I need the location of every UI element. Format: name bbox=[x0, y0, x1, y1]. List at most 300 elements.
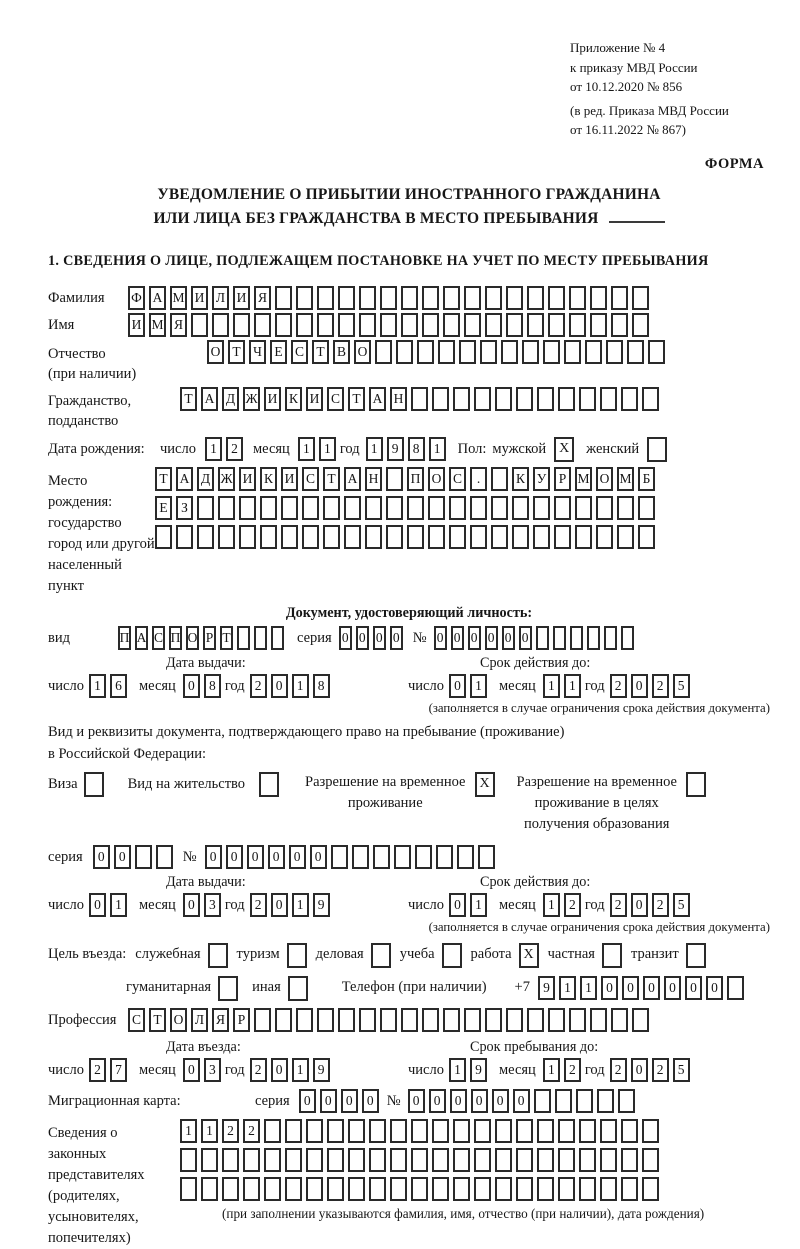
form-cell[interactable]: 0 bbox=[664, 976, 681, 1000]
form-cell[interactable]: 1 bbox=[89, 674, 106, 698]
form-cell[interactable]: Н bbox=[390, 387, 407, 411]
form-cell[interactable]: 0 bbox=[310, 845, 327, 869]
form-cell[interactable]: Е bbox=[270, 340, 287, 364]
form-cell[interactable]: 1 bbox=[298, 437, 315, 461]
form-cell[interactable]: 1 bbox=[205, 437, 222, 461]
form-cell[interactable]: Р bbox=[554, 467, 571, 491]
form-cell[interactable] bbox=[597, 1089, 614, 1113]
form-cell[interactable] bbox=[470, 525, 487, 549]
form-cell[interactable] bbox=[317, 286, 334, 310]
purpose-private-checkbox[interactable] bbox=[602, 943, 622, 968]
form-cell[interactable] bbox=[331, 845, 348, 869]
form-cell[interactable]: 0 bbox=[601, 976, 618, 1000]
form-cell[interactable]: 1 bbox=[429, 437, 446, 461]
form-cell[interactable] bbox=[558, 1177, 575, 1201]
form-cell[interactable] bbox=[243, 1148, 260, 1172]
form-cell[interactable]: В bbox=[333, 340, 350, 364]
form-cell[interactable] bbox=[386, 525, 403, 549]
form-cell[interactable]: Р bbox=[233, 1008, 250, 1032]
form-cell[interactable] bbox=[642, 1119, 659, 1143]
form-cell[interactable]: 0 bbox=[513, 1089, 530, 1113]
form-cell[interactable]: 9 bbox=[387, 437, 404, 461]
form-cell[interactable] bbox=[642, 1148, 659, 1172]
form-cell[interactable] bbox=[306, 1177, 323, 1201]
form-cell[interactable] bbox=[296, 313, 313, 337]
form-cell[interactable]: И bbox=[264, 387, 281, 411]
form-cell[interactable] bbox=[457, 845, 474, 869]
form-cell[interactable] bbox=[285, 1148, 302, 1172]
form-cell[interactable]: 0 bbox=[373, 626, 386, 650]
form-cell[interactable]: 2 bbox=[250, 674, 267, 698]
form-cell[interactable] bbox=[548, 1008, 565, 1032]
form-cell[interactable]: 0 bbox=[468, 626, 481, 650]
form-cell[interactable] bbox=[275, 1008, 292, 1032]
form-cell[interactable] bbox=[317, 1008, 334, 1032]
form-cell[interactable]: 0 bbox=[271, 1058, 288, 1082]
form-cell[interactable]: 1 bbox=[180, 1119, 197, 1143]
form-cell[interactable] bbox=[480, 340, 497, 364]
form-cell[interactable] bbox=[281, 525, 298, 549]
form-cell[interactable]: М bbox=[575, 467, 592, 491]
form-cell[interactable] bbox=[432, 387, 449, 411]
form-cell[interactable] bbox=[438, 340, 455, 364]
form-cell[interactable] bbox=[306, 1148, 323, 1172]
form-cell[interactable]: 0 bbox=[631, 1058, 648, 1082]
form-cell[interactable] bbox=[642, 1177, 659, 1201]
form-cell[interactable]: 3 bbox=[204, 1058, 221, 1082]
form-cell[interactable] bbox=[596, 496, 613, 520]
form-cell[interactable] bbox=[373, 845, 390, 869]
form-cell[interactable]: 0 bbox=[502, 626, 515, 650]
form-cell[interactable] bbox=[558, 1148, 575, 1172]
form-cell[interactable] bbox=[474, 1119, 491, 1143]
male-checkbox[interactable]: X bbox=[554, 437, 574, 462]
form-cell[interactable]: 0 bbox=[706, 976, 723, 1000]
form-cell[interactable] bbox=[348, 1119, 365, 1143]
form-cell[interactable] bbox=[621, 1177, 638, 1201]
form-cell[interactable]: 0 bbox=[226, 845, 243, 869]
form-cell[interactable]: 5 bbox=[673, 674, 690, 698]
form-cell[interactable] bbox=[516, 387, 533, 411]
form-cell[interactable] bbox=[575, 496, 592, 520]
form-cell[interactable] bbox=[359, 286, 376, 310]
form-cell[interactable] bbox=[390, 1148, 407, 1172]
form-cell[interactable] bbox=[344, 525, 361, 549]
form-cell[interactable]: Т bbox=[323, 467, 340, 491]
form-cell[interactable]: С bbox=[291, 340, 308, 364]
form-cell[interactable] bbox=[485, 286, 502, 310]
form-cell[interactable]: 8 bbox=[408, 437, 425, 461]
form-cell[interactable] bbox=[600, 387, 617, 411]
form-cell[interactable]: 0 bbox=[93, 845, 110, 869]
form-cell[interactable] bbox=[338, 1008, 355, 1032]
form-cell[interactable] bbox=[453, 1119, 470, 1143]
form-cell[interactable] bbox=[618, 1089, 635, 1113]
form-cell[interactable]: 0 bbox=[320, 1089, 337, 1113]
form-cell[interactable] bbox=[401, 1008, 418, 1032]
form-cell[interactable] bbox=[390, 1119, 407, 1143]
form-cell[interactable] bbox=[569, 1008, 586, 1032]
form-cell[interactable]: 2 bbox=[610, 893, 627, 917]
form-cell[interactable] bbox=[411, 1177, 428, 1201]
form-cell[interactable]: 0 bbox=[247, 845, 264, 869]
form-cell[interactable]: 0 bbox=[114, 845, 131, 869]
form-cell[interactable]: 0 bbox=[183, 674, 200, 698]
form-cell[interactable] bbox=[443, 286, 460, 310]
form-cell[interactable]: Ф bbox=[128, 286, 145, 310]
form-cell[interactable]: И bbox=[239, 467, 256, 491]
form-cell[interactable] bbox=[394, 845, 411, 869]
form-cell[interactable] bbox=[222, 1177, 239, 1201]
form-cell[interactable]: 0 bbox=[471, 1089, 488, 1113]
form-cell[interactable] bbox=[380, 286, 397, 310]
form-cell[interactable] bbox=[344, 496, 361, 520]
form-cell[interactable]: 8 bbox=[313, 674, 330, 698]
form-cell[interactable] bbox=[237, 626, 250, 650]
form-cell[interactable] bbox=[533, 525, 550, 549]
purpose-other-checkbox[interactable] bbox=[288, 976, 308, 1001]
form-cell[interactable] bbox=[558, 1119, 575, 1143]
form-cell[interactable] bbox=[264, 1148, 281, 1172]
form-cell[interactable] bbox=[495, 1148, 512, 1172]
form-cell[interactable]: П bbox=[118, 626, 131, 650]
form-cell[interactable] bbox=[306, 1119, 323, 1143]
form-cell[interactable] bbox=[548, 313, 565, 337]
form-cell[interactable]: . bbox=[470, 467, 487, 491]
form-cell[interactable]: 0 bbox=[271, 893, 288, 917]
form-cell[interactable]: О bbox=[207, 340, 224, 364]
form-cell[interactable] bbox=[260, 496, 277, 520]
form-cell[interactable]: 9 bbox=[538, 976, 555, 1000]
form-cell[interactable]: 5 bbox=[673, 1058, 690, 1082]
form-cell[interactable]: Б bbox=[638, 467, 655, 491]
form-cell[interactable] bbox=[527, 286, 544, 310]
form-cell[interactable]: К bbox=[285, 387, 302, 411]
form-cell[interactable] bbox=[491, 467, 508, 491]
form-cell[interactable] bbox=[596, 525, 613, 549]
form-cell[interactable] bbox=[543, 340, 560, 364]
form-cell[interactable] bbox=[537, 387, 554, 411]
form-cell[interactable]: 9 bbox=[470, 1058, 487, 1082]
form-cell[interactable] bbox=[375, 340, 392, 364]
form-cell[interactable] bbox=[611, 286, 628, 310]
form-cell[interactable] bbox=[296, 1008, 313, 1032]
purpose-humanitarian-checkbox[interactable] bbox=[218, 976, 238, 1001]
form-cell[interactable] bbox=[453, 1148, 470, 1172]
form-cell[interactable] bbox=[569, 313, 586, 337]
form-cell[interactable] bbox=[485, 1008, 502, 1032]
form-cell[interactable]: Л bbox=[212, 286, 229, 310]
form-cell[interactable]: К bbox=[260, 467, 277, 491]
form-cell[interactable] bbox=[201, 1177, 218, 1201]
form-cell[interactable] bbox=[156, 845, 173, 869]
form-cell[interactable] bbox=[135, 845, 152, 869]
form-cell[interactable] bbox=[512, 525, 529, 549]
form-cell[interactable] bbox=[323, 496, 340, 520]
form-cell[interactable] bbox=[180, 1177, 197, 1201]
form-cell[interactable]: 0 bbox=[485, 626, 498, 650]
form-cell[interactable] bbox=[576, 1089, 593, 1113]
form-cell[interactable]: 1 bbox=[110, 893, 127, 917]
form-cell[interactable] bbox=[727, 976, 744, 1000]
form-cell[interactable]: А bbox=[344, 467, 361, 491]
form-cell[interactable]: 0 bbox=[643, 976, 660, 1000]
form-cell[interactable]: Ж bbox=[243, 387, 260, 411]
form-cell[interactable] bbox=[422, 286, 439, 310]
form-cell[interactable] bbox=[352, 845, 369, 869]
form-cell[interactable] bbox=[638, 525, 655, 549]
form-cell[interactable]: 1 bbox=[292, 893, 309, 917]
form-cell[interactable] bbox=[453, 1177, 470, 1201]
form-cell[interactable]: 2 bbox=[243, 1119, 260, 1143]
form-cell[interactable] bbox=[464, 1008, 481, 1032]
form-cell[interactable] bbox=[436, 845, 453, 869]
form-cell[interactable]: 0 bbox=[519, 626, 532, 650]
form-cell[interactable]: Т bbox=[149, 1008, 166, 1032]
form-cell[interactable] bbox=[516, 1119, 533, 1143]
form-cell[interactable] bbox=[627, 340, 644, 364]
form-cell[interactable]: 7 bbox=[110, 1058, 127, 1082]
form-cell[interactable] bbox=[575, 525, 592, 549]
form-cell[interactable]: 2 bbox=[652, 893, 669, 917]
form-cell[interactable] bbox=[464, 286, 481, 310]
form-cell[interactable]: 2 bbox=[89, 1058, 106, 1082]
form-cell[interactable] bbox=[621, 1119, 638, 1143]
form-cell[interactable]: 2 bbox=[250, 1058, 267, 1082]
form-cell[interactable]: 8 bbox=[204, 674, 221, 698]
form-cell[interactable] bbox=[411, 1119, 428, 1143]
form-cell[interactable] bbox=[617, 525, 634, 549]
form-cell[interactable] bbox=[396, 340, 413, 364]
purpose-tourism-checkbox[interactable] bbox=[287, 943, 307, 968]
form-cell[interactable] bbox=[537, 1177, 554, 1201]
form-cell[interactable]: 2 bbox=[610, 1058, 627, 1082]
form-cell[interactable] bbox=[222, 1148, 239, 1172]
form-cell[interactable] bbox=[555, 1089, 572, 1113]
temp-permit-edu-checkbox[interactable] bbox=[686, 772, 706, 797]
form-cell[interactable] bbox=[239, 496, 256, 520]
form-cell[interactable] bbox=[191, 313, 208, 337]
form-cell[interactable] bbox=[506, 1008, 523, 1032]
form-cell[interactable]: 0 bbox=[299, 1089, 316, 1113]
form-cell[interactable] bbox=[632, 313, 649, 337]
residence-permit-checkbox[interactable] bbox=[259, 772, 279, 797]
form-cell[interactable]: Н bbox=[365, 467, 382, 491]
form-cell[interactable] bbox=[537, 1148, 554, 1172]
form-cell[interactable] bbox=[642, 387, 659, 411]
form-cell[interactable]: Л bbox=[191, 1008, 208, 1032]
form-cell[interactable] bbox=[600, 1177, 617, 1201]
form-cell[interactable]: М bbox=[149, 313, 166, 337]
form-cell[interactable]: С bbox=[152, 626, 165, 650]
form-cell[interactable] bbox=[491, 525, 508, 549]
form-cell[interactable]: Т bbox=[312, 340, 329, 364]
form-cell[interactable]: 1 bbox=[470, 893, 487, 917]
form-cell[interactable] bbox=[432, 1177, 449, 1201]
form-cell[interactable] bbox=[212, 313, 229, 337]
form-cell[interactable] bbox=[239, 525, 256, 549]
form-cell[interactable] bbox=[302, 496, 319, 520]
form-cell[interactable] bbox=[449, 525, 466, 549]
form-cell[interactable] bbox=[380, 1008, 397, 1032]
form-cell[interactable] bbox=[632, 286, 649, 310]
form-cell[interactable] bbox=[317, 313, 334, 337]
form-cell[interactable]: 3 bbox=[204, 893, 221, 917]
form-cell[interactable]: И bbox=[281, 467, 298, 491]
form-cell[interactable] bbox=[648, 340, 665, 364]
form-cell[interactable]: 0 bbox=[268, 845, 285, 869]
form-cell[interactable]: М bbox=[170, 286, 187, 310]
form-cell[interactable]: 1 bbox=[543, 893, 560, 917]
form-cell[interactable]: 1 bbox=[366, 437, 383, 461]
form-cell[interactable]: О bbox=[186, 626, 199, 650]
form-cell[interactable] bbox=[579, 1119, 596, 1143]
form-cell[interactable] bbox=[506, 313, 523, 337]
form-cell[interactable] bbox=[632, 1008, 649, 1032]
form-cell[interactable]: Д bbox=[222, 387, 239, 411]
form-cell[interactable] bbox=[587, 626, 600, 650]
form-cell[interactable] bbox=[323, 525, 340, 549]
form-cell[interactable] bbox=[302, 525, 319, 549]
form-cell[interactable] bbox=[428, 525, 445, 549]
form-cell[interactable]: Ч bbox=[249, 340, 266, 364]
form-cell[interactable] bbox=[369, 1148, 386, 1172]
form-cell[interactable] bbox=[243, 1177, 260, 1201]
form-cell[interactable] bbox=[275, 313, 292, 337]
form-cell[interactable]: 2 bbox=[564, 1058, 581, 1082]
form-cell[interactable]: Т bbox=[228, 340, 245, 364]
form-cell[interactable]: 0 bbox=[89, 893, 106, 917]
form-cell[interactable] bbox=[218, 496, 235, 520]
form-cell[interactable] bbox=[432, 1119, 449, 1143]
form-cell[interactable]: Т bbox=[348, 387, 365, 411]
form-cell[interactable]: Р bbox=[203, 626, 216, 650]
form-cell[interactable] bbox=[327, 1177, 344, 1201]
form-cell[interactable] bbox=[285, 1177, 302, 1201]
form-cell[interactable]: 1 bbox=[559, 976, 576, 1000]
form-cell[interactable] bbox=[401, 313, 418, 337]
form-cell[interactable] bbox=[534, 1089, 551, 1113]
form-cell[interactable]: 0 bbox=[271, 674, 288, 698]
form-cell[interactable]: 2 bbox=[226, 437, 243, 461]
form-cell[interactable]: Я bbox=[254, 286, 271, 310]
purpose-study-checkbox[interactable] bbox=[442, 943, 462, 968]
form-cell[interactable] bbox=[380, 313, 397, 337]
form-cell[interactable]: Е bbox=[155, 496, 172, 520]
form-cell[interactable] bbox=[501, 340, 518, 364]
form-cell[interactable]: Т bbox=[220, 626, 233, 650]
form-cell[interactable] bbox=[474, 1148, 491, 1172]
form-cell[interactable] bbox=[369, 1119, 386, 1143]
form-cell[interactable]: 1 bbox=[292, 674, 309, 698]
form-cell[interactable]: К bbox=[512, 467, 529, 491]
form-cell[interactable] bbox=[386, 496, 403, 520]
form-cell[interactable] bbox=[491, 496, 508, 520]
form-cell[interactable] bbox=[554, 496, 571, 520]
form-cell[interactable] bbox=[527, 313, 544, 337]
form-cell[interactable] bbox=[296, 286, 313, 310]
form-cell[interactable]: 0 bbox=[622, 976, 639, 1000]
form-cell[interactable] bbox=[554, 525, 571, 549]
form-cell[interactable]: 1 bbox=[543, 1058, 560, 1082]
form-cell[interactable] bbox=[474, 387, 491, 411]
form-cell[interactable]: 6 bbox=[110, 674, 127, 698]
form-cell[interactable] bbox=[254, 1008, 271, 1032]
form-cell[interactable] bbox=[590, 313, 607, 337]
form-cell[interactable]: 0 bbox=[631, 893, 648, 917]
form-cell[interactable]: М bbox=[617, 467, 634, 491]
form-cell[interactable] bbox=[176, 525, 193, 549]
form-cell[interactable]: И bbox=[128, 313, 145, 337]
form-cell[interactable]: С bbox=[327, 387, 344, 411]
form-cell[interactable]: Я bbox=[170, 313, 187, 337]
form-cell[interactable] bbox=[611, 313, 628, 337]
form-cell[interactable] bbox=[338, 313, 355, 337]
form-cell[interactable] bbox=[553, 626, 566, 650]
form-cell[interactable]: У bbox=[533, 467, 550, 491]
form-cell[interactable] bbox=[590, 1008, 607, 1032]
form-cell[interactable] bbox=[533, 496, 550, 520]
form-cell[interactable] bbox=[579, 387, 596, 411]
form-cell[interactable] bbox=[348, 1148, 365, 1172]
form-cell[interactable] bbox=[453, 387, 470, 411]
form-cell[interactable] bbox=[411, 1148, 428, 1172]
form-cell[interactable] bbox=[415, 845, 432, 869]
visa-checkbox[interactable] bbox=[84, 772, 104, 797]
form-cell[interactable] bbox=[600, 1119, 617, 1143]
form-cell[interactable]: 2 bbox=[652, 674, 669, 698]
form-cell[interactable] bbox=[348, 1177, 365, 1201]
form-cell[interactable] bbox=[527, 1008, 544, 1032]
form-cell[interactable] bbox=[512, 496, 529, 520]
form-cell[interactable]: Т bbox=[180, 387, 197, 411]
form-cell[interactable] bbox=[233, 313, 250, 337]
form-cell[interactable] bbox=[495, 1119, 512, 1143]
form-cell[interactable] bbox=[606, 340, 623, 364]
form-cell[interactable]: С bbox=[449, 467, 466, 491]
form-cell[interactable]: А bbox=[176, 467, 193, 491]
form-cell[interactable]: 2 bbox=[250, 893, 267, 917]
form-cell[interactable] bbox=[155, 525, 172, 549]
form-cell[interactable]: 1 bbox=[292, 1058, 309, 1082]
form-cell[interactable]: 0 bbox=[449, 893, 466, 917]
purpose-official-checkbox[interactable] bbox=[208, 943, 228, 968]
form-cell[interactable] bbox=[369, 1177, 386, 1201]
form-cell[interactable] bbox=[536, 626, 549, 650]
form-cell[interactable]: Ж bbox=[218, 467, 235, 491]
female-checkbox[interactable] bbox=[647, 437, 667, 462]
form-cell[interactable]: О bbox=[596, 467, 613, 491]
form-cell[interactable]: Д bbox=[197, 467, 214, 491]
form-cell[interactable] bbox=[390, 1177, 407, 1201]
form-cell[interactable] bbox=[407, 525, 424, 549]
form-cell[interactable]: А bbox=[369, 387, 386, 411]
form-cell[interactable]: 9 bbox=[313, 893, 330, 917]
form-cell[interactable] bbox=[449, 496, 466, 520]
form-cell[interactable] bbox=[495, 1177, 512, 1201]
form-cell[interactable] bbox=[180, 1148, 197, 1172]
form-cell[interactable] bbox=[417, 340, 434, 364]
form-cell[interactable] bbox=[617, 496, 634, 520]
form-cell[interactable]: 0 bbox=[449, 674, 466, 698]
temp-permit-checkbox[interactable]: X bbox=[475, 772, 495, 797]
form-cell[interactable] bbox=[201, 1148, 218, 1172]
form-cell[interactable]: 0 bbox=[450, 1089, 467, 1113]
form-cell[interactable]: А bbox=[149, 286, 166, 310]
form-cell[interactable]: 1 bbox=[543, 674, 560, 698]
form-cell[interactable]: 2 bbox=[652, 1058, 669, 1082]
form-cell[interactable]: 0 bbox=[492, 1089, 509, 1113]
